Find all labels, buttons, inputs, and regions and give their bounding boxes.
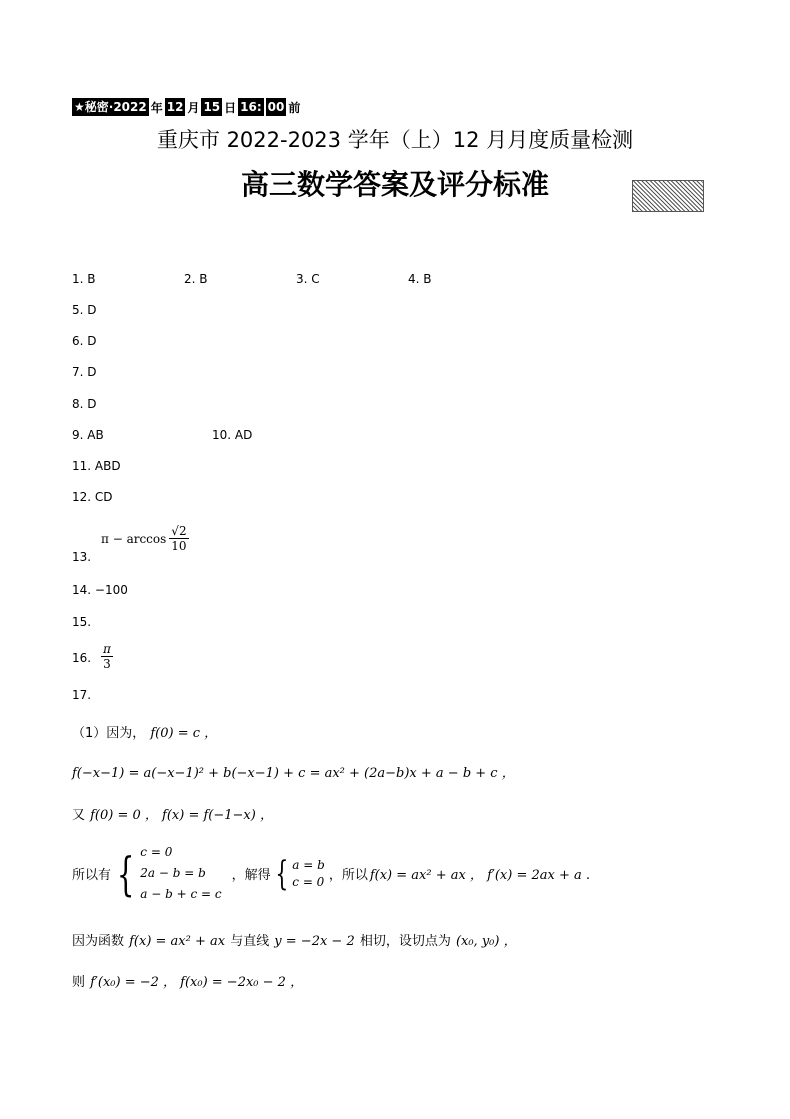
equation-row: c = 0 [140, 845, 173, 859]
stamp-image [632, 180, 704, 212]
secret-part: 日 [224, 100, 237, 115]
answer-8: 8. D [72, 397, 97, 411]
secret-part: 00 [267, 100, 285, 114]
secret-part: 年 [150, 100, 163, 115]
solution-text: 又 [72, 808, 86, 823]
solution-text: 相切，设切点为 [359, 934, 451, 949]
solution-text: ，解得 [231, 868, 271, 883]
answer-13-expression [101, 524, 189, 553]
math-expression: f′(x₀) = −2 ， f(x₀) = −2x₀ − 2 ， [90, 975, 304, 990]
answer-12: 12. CD [72, 490, 113, 504]
equation-row: 2a − b = b [140, 866, 206, 880]
solution-text: 与直线 [230, 934, 270, 949]
answer-7: 7. D [72, 365, 97, 379]
math-expression: y = −2x − 2 [274, 934, 355, 949]
answer-10: 10. AD [212, 428, 253, 442]
fraction-denominator: 3 [103, 657, 111, 671]
answer-9: 9. AB [72, 428, 104, 442]
brace-symbol: { [274, 853, 288, 894]
fraction [101, 642, 113, 671]
math-expression: f(−x−1) = a(−x−1)² + b(−x−1) + c = ax² + (2a−b)x + a − b + c ， [72, 766, 515, 781]
secret-part: 12 [166, 100, 184, 114]
equation-row: c = 0 [292, 874, 325, 889]
answer-16-fraction [101, 642, 113, 671]
secret-part: 16: [240, 100, 262, 114]
equation-system [111, 842, 222, 905]
answer-14: 14. −100 [72, 583, 128, 597]
math-expression: (x₀, y₀) ， [455, 934, 517, 949]
answer-3: 3. C [296, 272, 320, 286]
fraction-denominator: 10 [171, 539, 187, 553]
answer-1: 1. B [72, 272, 96, 286]
answer-6: 6. D [72, 334, 97, 348]
fraction-numerator: √2 [171, 524, 187, 538]
answer-key-title: 高三数学答案及评分标准 [240, 168, 549, 201]
solution-line-5 [72, 930, 517, 949]
equation-system [271, 853, 325, 894]
answer-11: 11. ABD [72, 459, 121, 473]
math-expression: f(x) = ax² + ax [129, 934, 226, 949]
equation-row: a − b + c = c [140, 887, 222, 901]
arccos-text: π − arccos [101, 531, 167, 546]
secret-part: 月 [187, 100, 200, 115]
answer-13-number: 13. [72, 550, 92, 564]
solution-line-2 [72, 762, 515, 781]
brace-symbol: { [116, 846, 135, 901]
answer-15: 15. [72, 615, 92, 629]
secret-part: 前 [288, 100, 301, 115]
answer-2: 2. B [184, 272, 208, 286]
solution-line-3 [72, 804, 273, 823]
fraction [169, 524, 188, 553]
math-expression: f(x) = ax² + ax ， f′(x) = 2ax + a . [369, 868, 590, 883]
secret-part: ★秘密·2022 [74, 100, 147, 114]
fraction-numerator: π [103, 642, 111, 656]
secret-part: 15 [203, 100, 221, 114]
answer-17: 17. [72, 688, 92, 702]
answer-16-number: 16. [72, 651, 92, 665]
solution-text: （1）因为， [72, 726, 146, 741]
answer-5: 5. D [72, 303, 97, 317]
solution-text: 因为函数 [72, 934, 125, 949]
math-expression: f(0) = 0 ， f(x) = f(−1−x) ， [90, 808, 273, 823]
answer-4: 4. B [408, 272, 432, 286]
equation-row: a = b [292, 857, 325, 872]
solution-text: 所以有 [72, 868, 112, 883]
solution-text: ，所以 [328, 868, 368, 883]
solution-line-6 [72, 971, 303, 990]
confidential-banner [72, 98, 300, 116]
math-expression: f(0) = c ， [150, 726, 218, 741]
exam-title: 重庆市 2022-2023 学年（上）12 月月度质量检测 [156, 128, 634, 152]
solution-line-4 [72, 842, 590, 905]
solution-text: 则 [72, 975, 86, 990]
solution-line-1 [72, 722, 217, 741]
